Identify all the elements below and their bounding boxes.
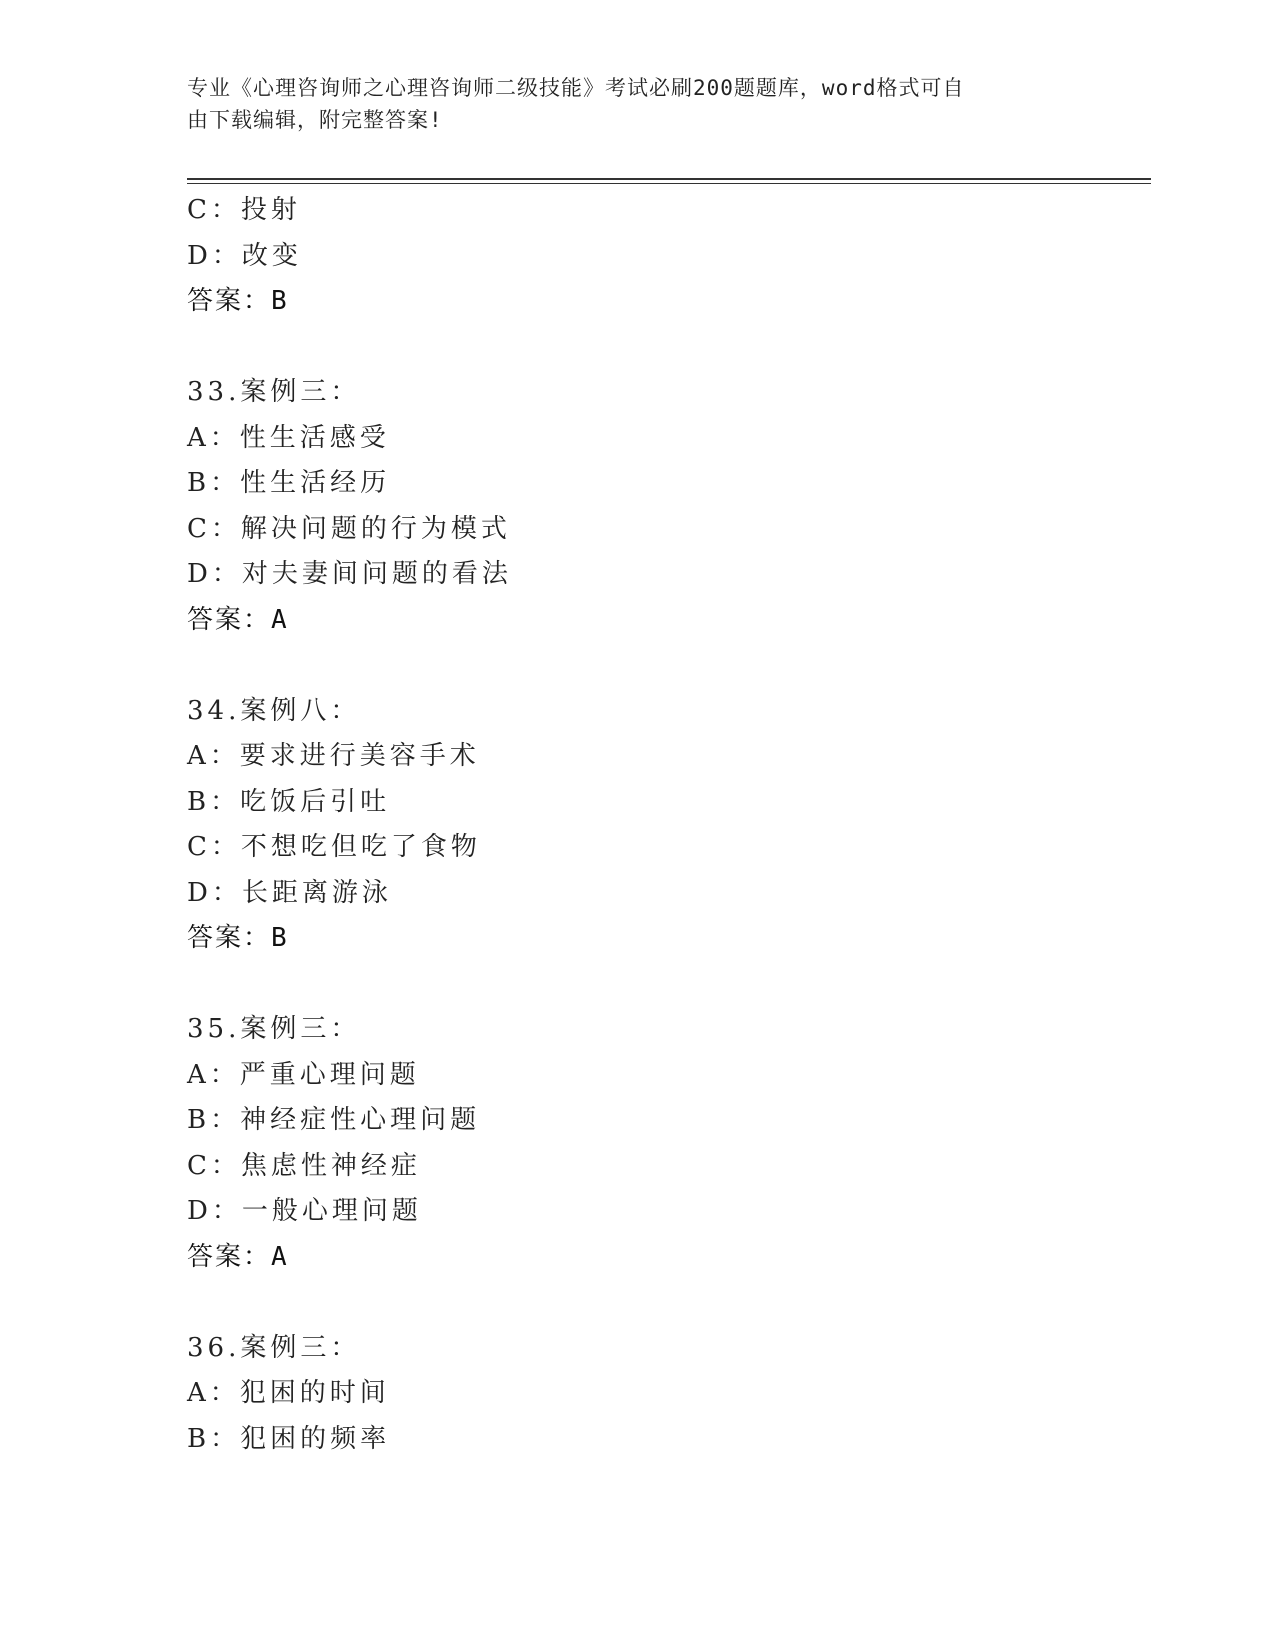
option-c: C：焦虑性神经症 (187, 1150, 421, 1181)
question-title: 34.案例八： (187, 695, 361, 726)
option-b: B：神经症性心理问题 (187, 1105, 481, 1135)
option-d: D：一般心理问题 (187, 1196, 422, 1226)
spacer (187, 1280, 1147, 1326)
option-d: D：对夫妻间问题的看法 (187, 559, 512, 589)
option-a: A：性生活感受 (187, 422, 390, 453)
answer-line: 答案：B (187, 286, 289, 316)
option-c: C：解决问题的行为模式 (187, 513, 511, 544)
header-line-1: 专业《心理咨询师之心理咨询师二级技能》考试必刷200题题库，word格式可自 (187, 76, 965, 100)
option-a: A：犯困的时间 (187, 1378, 390, 1408)
question-33 (187, 370, 1147, 643)
question-36 (187, 1326, 1147, 1463)
question-list (187, 188, 1147, 1462)
question-title: 35.案例三： (187, 1014, 361, 1044)
answer-line: 答案：A (187, 604, 289, 635)
option-c: C：投射 (187, 195, 301, 225)
spacer (187, 325, 1147, 371)
option-a: A：严重心理问题 (187, 1059, 420, 1090)
header-line-2: 由下载编辑，附完整答案! (187, 108, 443, 132)
document-header (187, 72, 1067, 136)
option-c: C：不想吃但吃了食物 (187, 832, 481, 862)
question-34 (187, 689, 1147, 962)
question-title: 33.案例三： (187, 377, 361, 407)
question-title: 36.案例三： (187, 1332, 361, 1363)
spacer (187, 643, 1147, 689)
spacer (187, 962, 1147, 1008)
option-d: D：长距离游泳 (187, 877, 392, 908)
answer-line: 答案：B (187, 923, 289, 953)
option-a: A：要求进行美容手术 (187, 741, 480, 771)
answer-line: 答案：A (187, 1241, 289, 1272)
option-b: B：性生活经历 (187, 468, 391, 498)
option-d: D：改变 (187, 240, 302, 271)
option-b: B：犯困的频率 (187, 1423, 391, 1454)
option-b: B：吃饭后引吐 (187, 786, 391, 817)
header-divider (187, 178, 1151, 180)
question-fragment (187, 188, 1147, 325)
question-35 (187, 1007, 1147, 1280)
